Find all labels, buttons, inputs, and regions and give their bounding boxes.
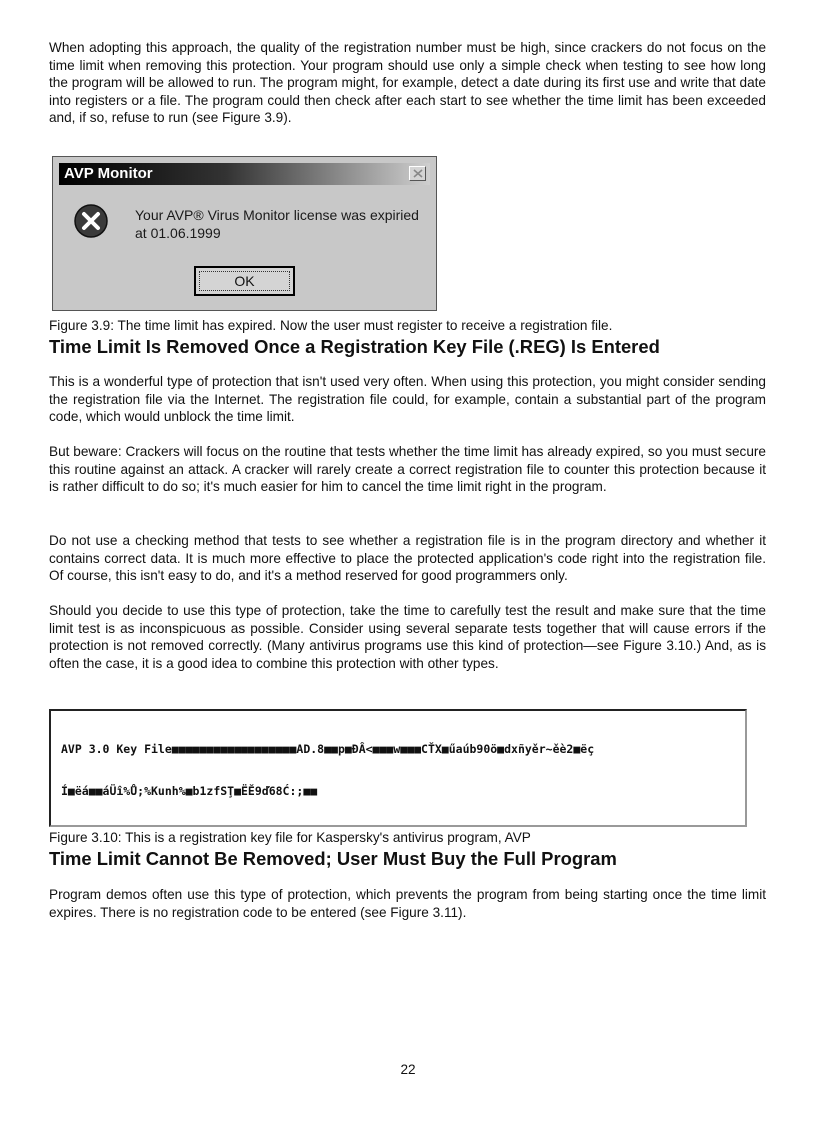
dialog-message xyxy=(135,206,435,242)
section-heading-full-program: Time Limit Cannot Be Removed; User Must Buy the Full Program xyxy=(49,848,617,869)
paragraph-intro: When adopting this approach, the quality of the registration number must be high, since crackers do not focus on the time limit when removing this protection. Your program should use only a simple check when testing to see how long the program will be allowed to run. The program might, for example, detect a date during its first use and write that date into registers or a file. The program could then check after each start to see whether the time limit has been exceeded and, if so, refuse to run (see Figure 3.9). xyxy=(49,40,766,126)
dialog-titlebar xyxy=(59,163,430,185)
close-icon[interactable] xyxy=(409,166,426,181)
ok-button[interactable] xyxy=(194,266,295,296)
figure-3-9-caption: Figure 3.9: The time limit has expired. Now the user must register to receive a registration file. xyxy=(49,318,613,333)
paragraph-wonderful: This is a wonderful type of protection that isn't used very often. When using this protection, you might consider sending the registration file via the Internet. The registration file could, for example, contain a substantial part of the program code, which would unblock the time limit. xyxy=(49,374,766,425)
dialog-message-line2: at 01.06.1999 xyxy=(135,225,221,241)
key-file-line1: AVP 3.0 Key File■■■■■■■■■■■■■■■■■■AD.8■■p■ÐÂ<■■■w■■■CŤX■űaúb90ö■dxñyěr~ěè2■ëç xyxy=(61,742,595,756)
paragraph-should: Should you decide to use this type of protection, take the time to carefully test the result and make sure that the time limit test is as inconspicuous as possible. Consider using several separate tests together that will cause errors if the protection is not removed correctly. (Many antivirus programs use this kind of protection—see Figure 3.10.) And, as is often the case, it is a good idea to combine this protection with other types. xyxy=(49,603,766,671)
dialog-message-line1: Your AVP® Virus Monitor license was expiried xyxy=(135,207,419,223)
section-heading-reg-key: Time Limit Is Removed Once a Registration Key File (.REG) Is Entered xyxy=(49,336,660,357)
error-icon xyxy=(73,203,109,239)
avp-monitor-dialog xyxy=(52,156,437,311)
ok-button-label: OK xyxy=(199,271,290,291)
key-file-view xyxy=(49,709,747,827)
paragraph-demos: Program demos often use this type of protection, which prevents the program from being starting once the time limit expires. There is no registration code to be entered (see Figure 3.11). xyxy=(49,887,766,920)
paragraph-beware: But beware: Crackers will focus on the routine that tests whether the time limit has already expired, so you must secure this routine against an attack. A cracker will rarely create a correct registration file to counter this protection because it is rather difficult to do so; it's much easier for him to cancel the time limit right in the program. xyxy=(49,444,766,495)
key-file-line2: Í■ëá■■áÜî%Ů;%Kunh%■b1zfSŢ■ËĚ9ď68Ć:;■■ xyxy=(61,784,318,798)
paragraph-checking: Do not use a checking method that tests to see whether a registration file is in the program directory and whether it contains correct data. It is much more effective to place the protected application's code right into the registration file. Of course, this isn't easy to do, and it's a method reserved for good programmers only. xyxy=(49,533,766,584)
dialog-title: AVP Monitor xyxy=(64,165,153,182)
figure-3-10-caption: Figure 3.10: This is a registration key file for Kaspersky's antivirus program, AVP xyxy=(49,830,531,845)
key-file-content xyxy=(61,714,741,826)
page-number: 22 xyxy=(400,1062,416,1077)
